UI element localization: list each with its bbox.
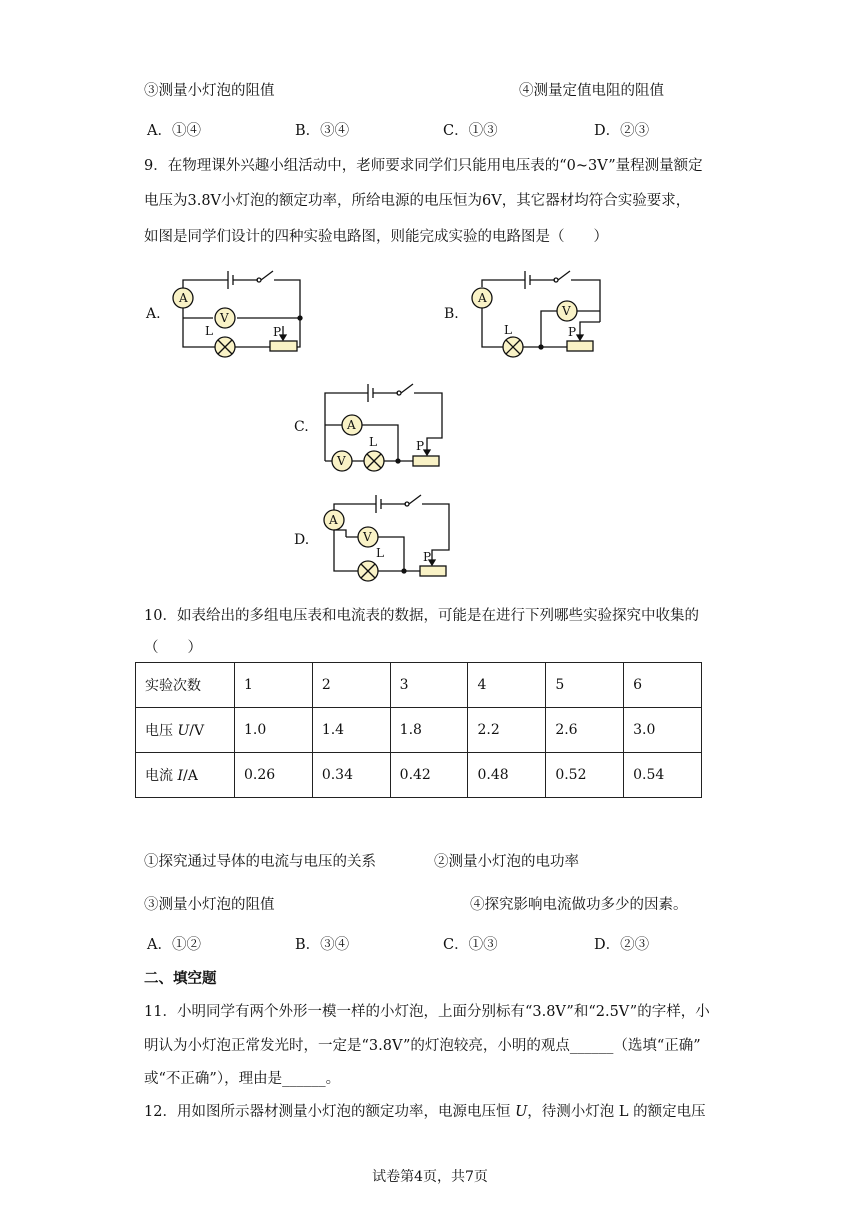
table-row [136,708,702,753]
q10-choice-c[interactable]: C．①③ [443,937,498,953]
q8-choice-d[interactable]: D．②③ [594,123,650,139]
q10-choice-a[interactable]: A．①② [147,937,201,953]
table-cell: 0.52 [546,753,624,798]
q9-stem-line2: 电压为3.8V小灯泡的额定功率，所给电源的电压恒为6V，其它器材均符合实验要求， [144,193,691,209]
svg-text:L: L [369,435,377,449]
q10-option-4: ④探究影响电流做功多少的因素。 [470,897,688,913]
q10-stem-line1: 10．如表给出的多组电压表和电流表的数据，可能是在进行下列哪些实验探究中收集的 [144,608,699,624]
table-row [136,663,702,708]
table-cell: 4 [468,663,546,708]
svg-text:P: P [273,325,282,339]
q8-option-4: ④测量定值电阻的阻值 [519,83,664,99]
svg-text:V: V [363,530,372,544]
q12-stem-line1: 12．用如图所示器材测量小灯泡的额定功率，电源电压恒 U，待测小灯泡 L 的额定电压 [144,1104,706,1120]
svg-text:V: V [562,304,571,318]
q9-circuit-diagrams [0,0,860,600]
svg-text:A: A [478,291,487,305]
svg-text:A: A [329,513,338,527]
svg-text:P: P [416,439,425,453]
circuit-a-label: A. [146,306,161,322]
table-cell: 1.8 [390,708,468,753]
table-cell: 0.34 [312,753,390,798]
svg-text:L: L [376,546,384,560]
q9-stem-line1: 9．在物理课外兴趣小组活动中，老师要求同学们只能用电压表的“0~3V”量程测量额定 [144,158,703,174]
table-cell: 1 [235,663,313,708]
q11-stem-line2: 明认为小灯泡正常发光时，一定是“3.8V”的灯泡较亮，小明的观点______（选填“正确” [144,1038,701,1054]
table-row [136,753,702,798]
table-cell: 6 [624,663,702,708]
circuit-c-label: C. [294,419,309,435]
table-row-header: 电流 I/A [136,753,235,798]
circuit-d[interactable] [324,495,449,581]
table-row-header: 电压 U/V [136,708,235,753]
q10-choice-b[interactable]: B．③④ [295,937,350,953]
q9-stem-line3: 如图是同学们设计的四种实验电路图，则能完成实验的电路图是（ ） [144,229,608,245]
circuit-b-label: B. [444,306,459,322]
circuit-a[interactable] [173,271,302,357]
q8-option-3: ③测量小灯泡的阻值 [144,83,275,99]
q10-stem-line2: （ ） [144,640,202,656]
table-cell: 0.48 [468,753,546,798]
table-cell: 3.0 [624,708,702,753]
table-cell: 3 [390,663,468,708]
table-row-header: 实验次数 [136,663,235,708]
circuit-b[interactable] [472,271,600,357]
svg-text:L: L [205,324,213,338]
svg-text:A: A [179,291,188,305]
q10-option-2: ②测量小灯泡的电功率 [434,854,579,870]
q8-choice-b[interactable]: B．③④ [295,123,350,139]
svg-text:A: A [347,418,356,432]
table-cell: 2.2 [468,708,546,753]
table-cell: 0.26 [235,753,313,798]
table-cell: 1.4 [312,708,390,753]
table-cell: 2.6 [546,708,624,753]
q8-choice-c[interactable]: C．①③ [443,123,498,139]
svg-text:P: P [423,550,432,564]
q8-choice-a[interactable]: A．①④ [147,123,201,139]
section-heading: 二、填空题 [144,970,217,987]
q10-data-table [135,662,702,798]
table-cell: 1.0 [235,708,313,753]
svg-text:V: V [220,311,229,325]
table-cell: 0.42 [390,753,468,798]
table-cell: 2 [312,663,390,708]
svg-text:P: P [568,325,577,339]
q10-choice-d[interactable]: D．②③ [594,937,650,953]
q11-stem-line1: 11．小明同学有两个外形一模一样的小灯泡，上面分别标有“3.8V”和“2.5V”的字样，小 [144,1004,710,1020]
table-cell: 0.54 [624,753,702,798]
q10-option-1: ①探究通过导体的电流与电压的关系 [144,854,376,870]
q10-option-3: ③测量小灯泡的阻值 [144,897,275,913]
table-cell: 5 [546,663,624,708]
q11-stem-line3: 或“不正确”），理由是______。 [144,1071,341,1087]
svg-text:V: V [337,454,346,468]
circuit-d-label: D. [294,532,310,548]
page-footer: 试卷第4页，共7页 [372,1169,488,1185]
svg-text:L: L [504,323,512,337]
